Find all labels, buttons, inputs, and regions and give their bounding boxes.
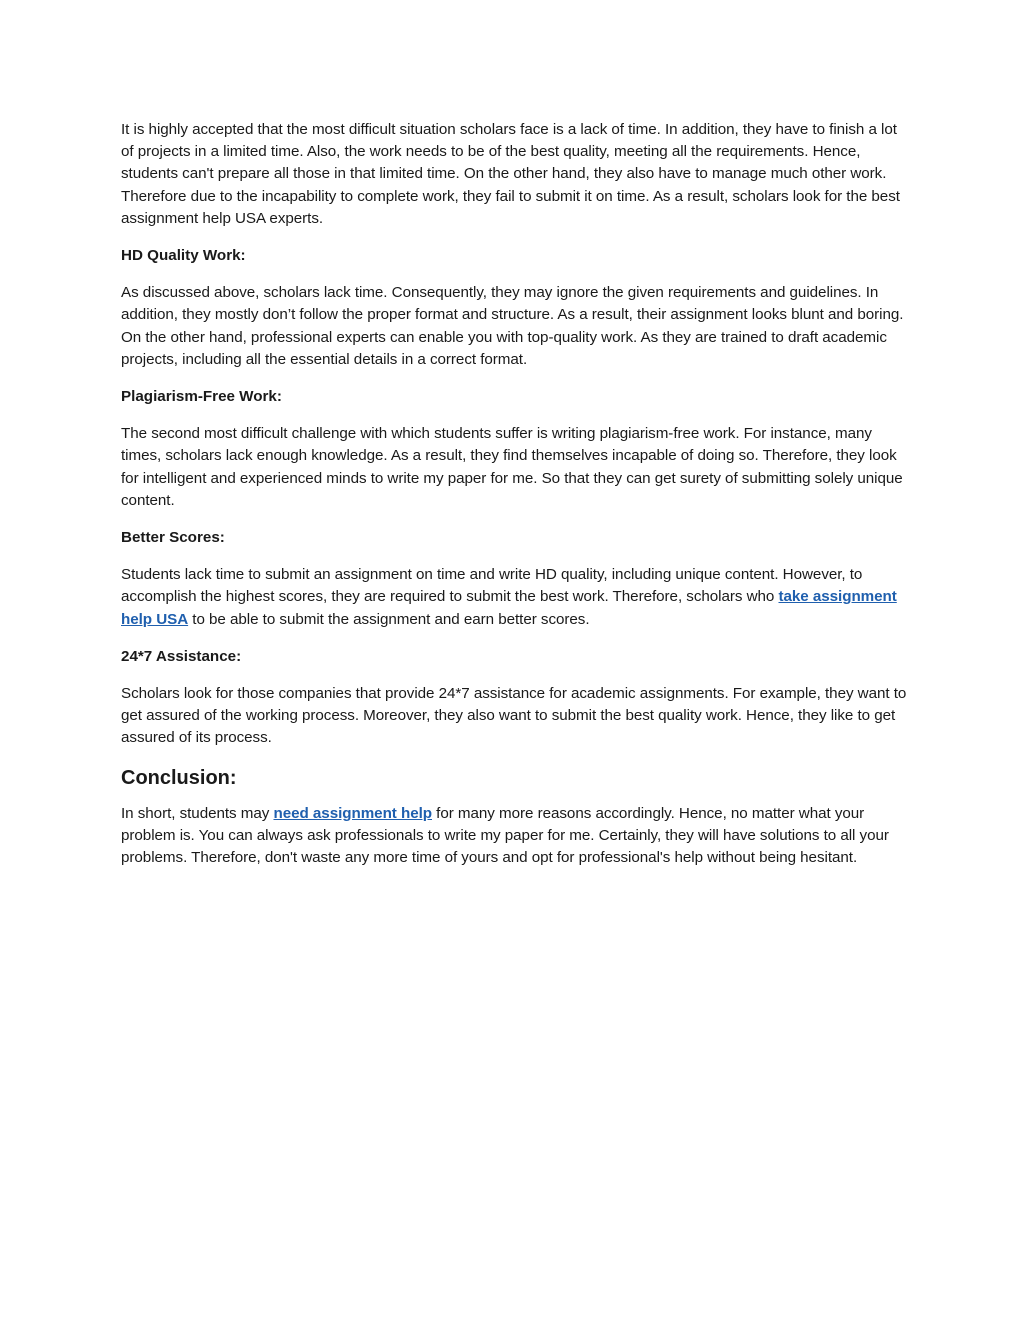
better-scores-text-before: Students lack time to submit an assignment on time and write HD quality, including unique content. However, to accomplish the highest scores, they are required to submit the best work. Therefore, scholars who	[121, 566, 863, 606]
paragraph-plagiarism-free-work: The second most difficult challenge with which students suffer is writing plagiarism-free work. For instance, many times, scholars lack enough knowledge. As a result, they find themselves incapable of doing so. Therefore, they look for intelligent and experienced minds to write my paper for me. So that they can get surety of submitting solely unique content.	[121, 425, 903, 509]
paragraph-better-scores	[121, 564, 911, 631]
paragraph-24-7-assistance: Scholars look for those companies that provide 24*7 assistance for academic assignments. For example, they want to get assured of the working process. Moreover, they also want to submit the best quality work. Hence, they like to get assured of its process.	[121, 685, 907, 747]
paragraph-conclusion	[121, 803, 911, 870]
heading-conclusion: Conclusion:	[121, 766, 237, 789]
take-assignment-help-usa-link[interactable]: take assignment help USA	[121, 588, 897, 628]
better-scores-text-after: to be able to submit the assignment and earn better scores.	[188, 610, 590, 628]
document-page	[121, 119, 911, 884]
intro-paragraph: It is highly accepted that the most difficult situation scholars face is a lack of time. In addition, they have to finish a lot of projects in a limited time. Also, the work needs to be of the best quality, meeting all the requirements. Hence, students can't prepare all those in that limited time. On the other hand, they also have to manage much other work. Therefore due to the incapability to complete work, they fail to submit it on time. As a result, scholars look for the best assignment help USA experts.	[121, 121, 900, 227]
conclusion-text-after: for many more reasons accordingly. Hence, no matter what your problem is. You can always ask professionals to write my paper for me. Certainly, they will have solutions to all your problems. Therefore, don't waste any more time of yours and opt for professional's help without being hesitant.	[121, 804, 889, 867]
need-assignment-help-link[interactable]: need assignment help	[273, 804, 432, 822]
heading-hd-quality-work: HD Quality Work:	[121, 247, 246, 265]
heading-better-scores: Better Scores:	[121, 529, 225, 547]
heading-24-7-assistance: 24*7 Assistance:	[121, 647, 242, 665]
heading-plagiarism-free-work: Plagiarism-Free Work:	[121, 388, 282, 406]
paragraph-hd-quality-work: As discussed above, scholars lack time. Consequently, they may ignore the given requirements and guidelines. In addition, they mostly don’t follow the proper format and structure. As a result, their assignment looks blunt and boring. On the other hand, professional experts can enable you with top-quality work. As they are trained to draft academic projects, including all the essential details in a correct format.	[121, 284, 904, 368]
conclusion-text-before: In short, students may	[121, 804, 274, 822]
